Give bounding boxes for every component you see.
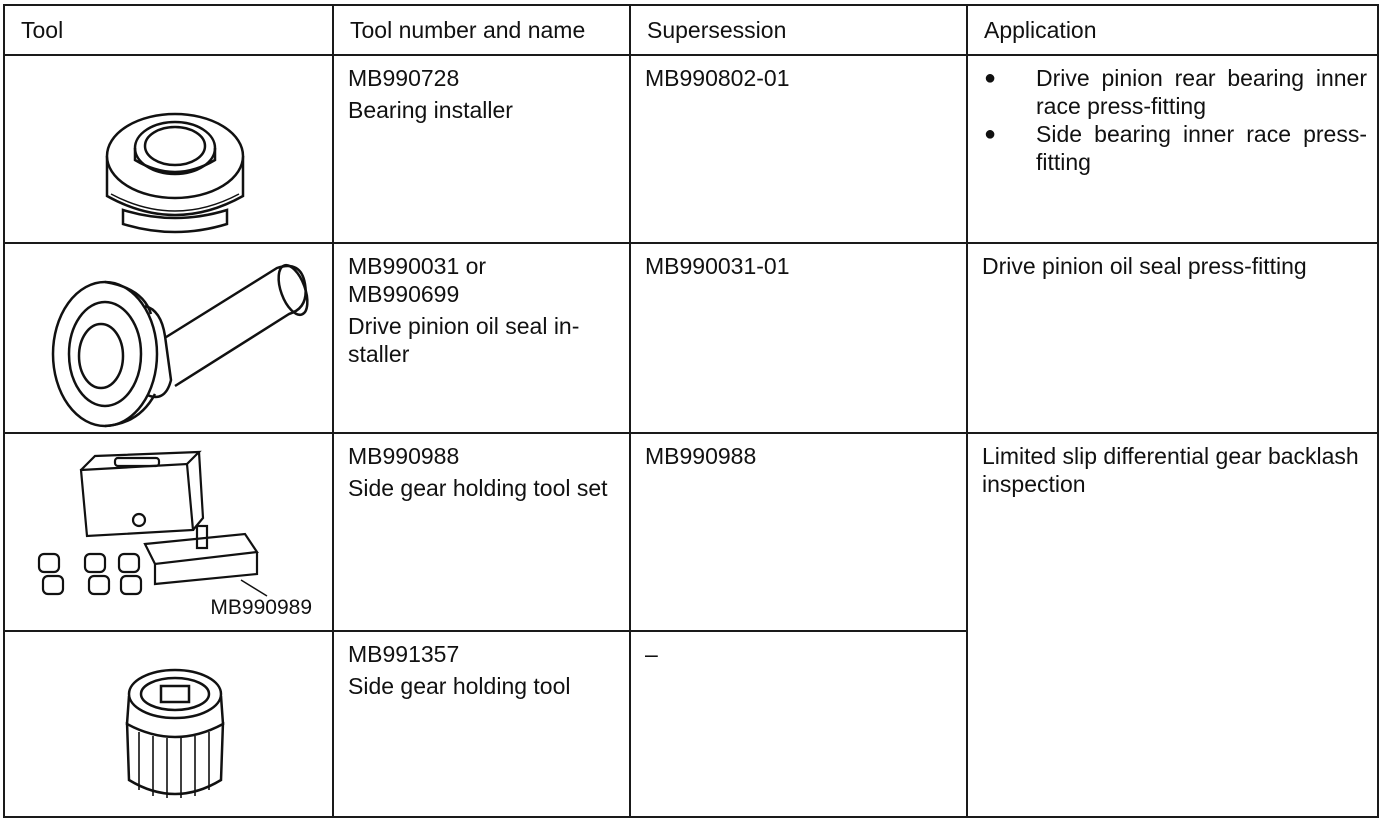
tool-illustration-cell [4,631,333,817]
tool-name: Bearing installer [348,97,513,123]
tool-number: MB990031 or MB990699 [348,253,487,307]
supersession-value: MB990802-01 [645,65,790,91]
bullet-icon: ● [984,123,997,145]
header-application: Application [967,5,1378,55]
supersession-cell [630,243,967,433]
supersession-cell [630,631,967,817]
tool-number: MB990728 [348,65,460,91]
tool-number-name-cell [333,243,630,433]
application-cell [967,433,1378,817]
table-row [4,55,1378,243]
supersession-value: – [645,641,658,667]
table-row [4,433,1378,631]
tool-number: MB991357 [348,641,460,667]
tool-number-name-cell [333,631,630,817]
tool-illustration-cell [4,243,333,433]
list-item: ● Side bearing inner race press-fitting [984,121,1367,175]
list-item: ● Drive pinion rear bearing inner race press-fitting [984,65,1367,119]
header-tool: Tool [4,5,333,55]
tool-illustration-cell [4,55,333,243]
application-text: Drive pinion oil seal press-fitting [982,253,1307,279]
application-cell [967,55,1378,243]
table-row [4,243,1378,433]
application-cell [967,243,1378,433]
supersession-cell [630,433,967,631]
tool-illustration-cell [4,433,333,631]
application-text: Limited slip differential gear backlash inspection [982,443,1359,497]
oil-seal-installer-icon [5,244,332,432]
holding-tool-set-icon [5,434,332,630]
supersession-value: MB990988 [645,443,757,469]
special-tools-table [3,4,1379,818]
tool-name: Side gear holding tool set [348,475,608,501]
tool-number-name-cell [333,433,630,631]
table-header-row [4,5,1378,55]
application-list [968,56,1377,176]
tool-number: MB990988 [348,443,460,469]
supersession-cell [630,55,967,243]
supersession-value: MB990031-01 [645,253,790,279]
part-number-label: MB990989 [210,596,312,619]
bullet-icon: ● [984,67,997,89]
bearing-installer-icon [5,56,332,242]
side-gear-holding-tool-icon [5,632,332,816]
special-tools-sheet [3,4,1377,812]
tool-name: Drive pinion oil seal in- staller [348,313,580,367]
header-supersession: Supersession [630,5,967,55]
tool-number-name-cell [333,55,630,243]
header-tool-number-and-name: Tool number and name [333,5,630,55]
tool-name: Side gear holding tool [348,673,571,699]
